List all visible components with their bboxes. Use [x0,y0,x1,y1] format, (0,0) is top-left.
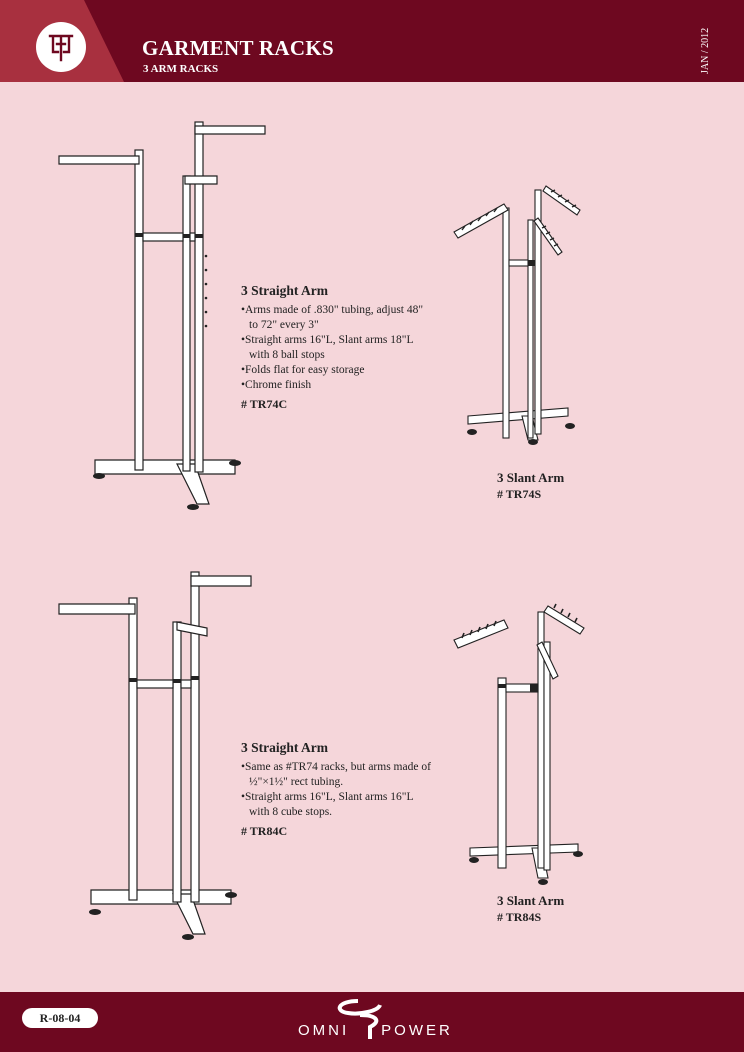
feature-list [241,303,431,393]
brand-name [298,1022,453,1039]
product-title: 3 Straight Arm [241,740,328,755]
feature-item: • Same as #TR74 racks, but arms made of ½"×1½" rect tubing. [241,760,431,790]
variant-code: # TR84S [497,910,542,924]
page-code-badge: R-08-04 [22,1008,98,1028]
product-code: # TR84C [241,824,288,838]
straight-arm-rack-tr74c-illustration [55,118,270,518]
variant-caption-tr74s [497,470,564,502]
brand-name-right: POWER [381,1022,453,1039]
feature-item: • Arms made of .830" tubing, adjust 48" to 72" every 3" [241,303,431,333]
feature-list [241,760,431,820]
publication-date: JAN / 2012 [700,27,711,74]
feature-item: • Straight arms 16"L, Slant arms 18"L with 8 ball stops [241,333,431,363]
hanger-logo-icon [36,22,86,72]
straight-arm-rack-tr84c-illustration [55,570,270,950]
product-code: # TR74C [241,397,288,411]
slant-arm-rack-tr74s-illustration [450,180,585,445]
product-title: 3 Straight Arm [241,283,328,298]
variant-title: 3 Slant Arm [497,893,565,908]
slant-arm-rack-tr84s-illustration [450,598,585,888]
variant-title: 3 Slant Arm [497,470,565,485]
feature-item: • Chrome finish [241,378,431,393]
product-description-tr84c [241,740,431,839]
page-title: GARMENT RACKS [142,36,334,60]
variant-code: # TR74S [497,487,542,501]
brand-name-left: OMNI [298,1022,350,1039]
page-subtitle: 3 ARM RACKS [143,63,219,75]
feature-item: • Folds flat for easy storage [241,363,431,378]
variant-caption-tr84s [497,893,564,925]
product-description-tr74c [241,283,431,412]
feature-item: • Straight arms 16"L, Slant arms 16"L with 8 cube stops. [241,790,431,820]
